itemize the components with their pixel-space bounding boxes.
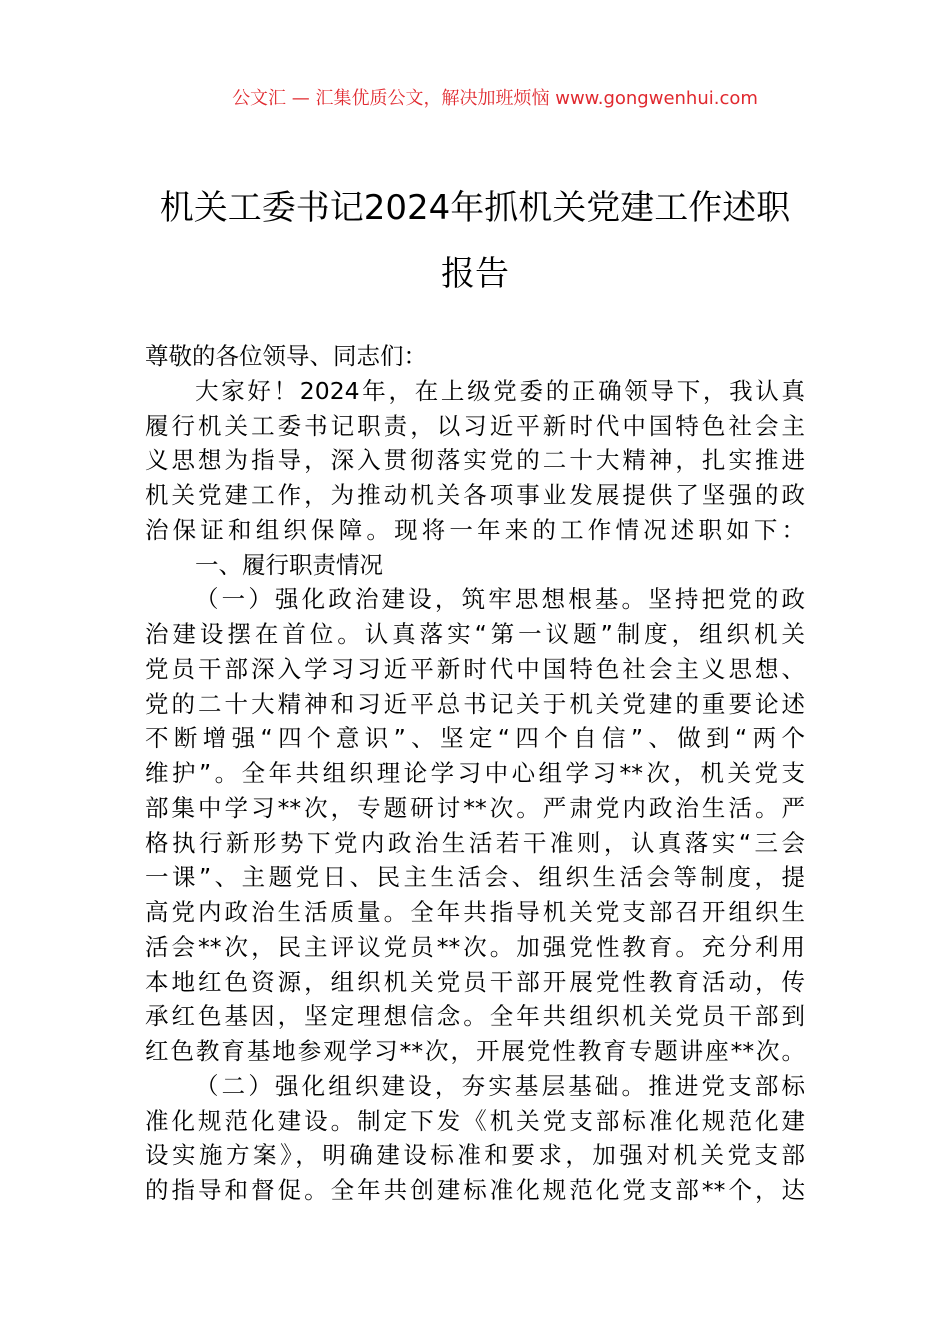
paragraph-line: 一课”、主题党日、民主生活会、组织生活会等制度，提 [145,863,805,892]
paragraph-line: （一）强化政治建设，筑牢思想根基。坚持把党的政 [195,585,805,614]
section-heading: 一、履行职责情况 [195,550,383,579]
paragraph-line: 红色教育基地参观学习**次，开展党性教育专题讲座**次。 [145,1037,805,1065]
document-title-continued: 报告 [441,254,509,294]
paragraph-line: （二）强化组织建设，夯实基层基础。推进党支部标 [195,1071,805,1100]
paragraph-line: 格执行新形势下党内政治生活若干准则，认真落实“三会 [145,828,805,857]
paragraph-line: 高党内政治生活质量。全年共指导机关党支部召开组织生 [145,898,805,926]
paragraph-line: 不断增强“四个意识”、坚定“四个自信”、做到“两个 [145,724,805,753]
salutation: 尊敬的各位领导、同志们： [145,342,427,370]
paragraph-line: 党员干部深入学习习近平新时代中国特色社会主义思想、 [145,654,805,683]
paragraph-line: 大家好！2024年，在上级党委的正确领导下，我认真 [195,376,805,405]
paragraph-line: 的指导和督促。全年共创建标准化规范化党支部**个，达 [145,1176,805,1204]
paragraph-line: 履行机关工委书记职责，以习近平新时代中国特色社会主 [145,411,805,440]
document-body [145,339,805,1208]
paragraph-line: 本地红色资源，组织机关党员干部开展党性教育活动，传 [145,967,805,996]
document-title: 机关工委书记2024年抓机关党建工作述职 [159,188,791,228]
paragraph-line: 部集中学习**次，专题研讨**次。严肃党内政治生活。严 [145,793,805,822]
paragraph-line: 承红色基因，坚定理想信念。全年共组织机关党员干部到 [145,1002,805,1031]
paragraph-line: 设实施方案》，明确建设标准和要求，加强对机关党支部 [145,1141,805,1170]
paragraph-line: 治保证和组织保障。现将一年来的工作情况述职如下： [145,515,805,544]
paragraph-line: 准化规范化建设。制定下发《机关党支部标准化规范化建 [145,1106,805,1135]
paragraph-line: 义思想为指导，深入贯彻落实党的二十大精神，扎实推进 [145,446,805,475]
watermark-header: 公文汇 — 汇集优质公文，解决加班烦恼 www.gongwenhui.com [232,88,758,109]
paragraph-line: 活会**次，民主评议党员**次。加强党性教育。充分利用 [145,932,805,961]
paragraph-line: 机关党建工作，为推动机关各项事业发展提供了坚强的政 [145,481,805,509]
paragraph-line: 治建设摆在首位。认真落实“第一议题”制度，组织机关 [145,620,805,648]
paragraph-line: 党的二十大精神和习近平总书记关于机关党建的重要论述 [145,689,805,718]
paragraph-line: 维护”。全年共组织理论学习中心组学习**次，机关党支 [145,759,805,787]
